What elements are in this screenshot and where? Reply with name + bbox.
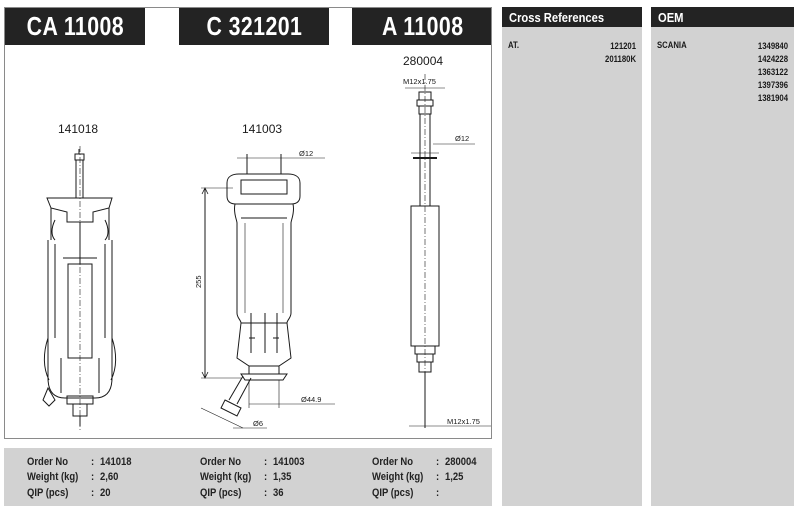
technical-drawings — [5, 8, 492, 439]
cross-references-panel — [502, 7, 642, 506]
cross-reference-code: 121201 — [610, 41, 636, 51]
drawing-shock-absorber — [403, 74, 492, 428]
separator: : — [264, 471, 268, 484]
cross-reference-brand: AT. — [508, 40, 520, 50]
spec-row-order — [200, 454, 333, 470]
weight-label: Weight (kg) — [200, 471, 252, 484]
separator: : — [436, 455, 440, 468]
order-value: 141003 — [273, 455, 305, 468]
oem-panel — [651, 7, 794, 506]
spec-column-1 — [27, 454, 160, 501]
spec-row-qip — [27, 485, 160, 501]
cross-references-body — [502, 27, 642, 64]
spec-column-2 — [200, 454, 333, 501]
spec-row-weight — [372, 470, 505, 486]
spec-bar — [4, 448, 492, 506]
drawing-air-spring-absorber — [43, 146, 116, 432]
spec-row-qip — [200, 485, 333, 501]
separator: : — [91, 455, 95, 468]
product-code-3: A 11008 — [381, 11, 464, 41]
qip-value: 20 — [100, 486, 111, 499]
oem-codes — [753, 40, 788, 105]
oem-code: 1397396 — [757, 80, 788, 90]
part-number-middle: 141003 — [242, 122, 283, 136]
part-number-left: 141018 — [58, 122, 99, 136]
weight-value: 1,35 — [273, 471, 292, 484]
order-label: Order No — [200, 455, 242, 468]
middle-small-dim: Ø6 — [253, 419, 264, 428]
separator: : — [91, 486, 95, 499]
weight-value: 2,60 — [100, 471, 119, 484]
order-label: Order No — [27, 455, 69, 468]
spec-row-order — [27, 454, 160, 470]
product-code-2: C 321201 — [206, 11, 302, 41]
qip-label: QIP (pcs) — [372, 486, 414, 499]
separator: : — [264, 455, 268, 468]
cross-reference-code: 201180K — [604, 54, 636, 64]
oem-code: 1349840 — [757, 41, 788, 51]
right-diameter-dim: Ø12 — [455, 134, 470, 143]
cross-references-title: Cross References — [509, 9, 605, 25]
product-code-1: CA 11008 — [26, 11, 124, 41]
separator: : — [91, 471, 95, 484]
qip-label: QIP (pcs) — [27, 486, 69, 499]
middle-top-dim: Ø12 — [299, 149, 314, 158]
qip-value: 36 — [273, 486, 284, 499]
spec-row-weight — [200, 470, 333, 486]
order-value: 141018 — [100, 455, 132, 468]
order-value: 280004 — [445, 455, 477, 468]
drawing-air-bellow — [194, 149, 335, 428]
spec-column-3 — [372, 454, 505, 501]
oem-title: OEM — [658, 9, 684, 25]
separator: : — [436, 471, 440, 484]
middle-bottom-dim: Ø44.9 — [301, 395, 322, 404]
cross-reference-codes — [600, 40, 636, 66]
weight-label: Weight (kg) — [27, 471, 79, 484]
part-number-right: 280004 — [403, 54, 444, 68]
oem-code: 1424228 — [757, 54, 788, 64]
oem-code: 1363122 — [757, 67, 788, 77]
oem-header — [651, 7, 794, 27]
qip-label: QIP (pcs) — [200, 486, 242, 499]
order-label: Order No — [372, 455, 414, 468]
spec-row-qip — [372, 485, 505, 501]
cross-references-header — [502, 7, 642, 27]
right-top-thread-dim: M12x1.75 — [403, 77, 436, 86]
right-bottom-thread-dim: M12x1.75 — [447, 417, 480, 426]
oem-code: 1381904 — [757, 93, 788, 103]
weight-label: Weight (kg) — [372, 471, 424, 484]
separator: : — [436, 486, 440, 499]
oem-brand: SCANIA — [657, 40, 687, 50]
weight-value: 1,25 — [445, 471, 464, 484]
oem-body — [651, 27, 794, 103]
spec-row-order — [372, 454, 505, 470]
separator: : — [264, 486, 268, 499]
spec-row-weight — [27, 470, 160, 486]
drawing-panel — [4, 7, 492, 439]
middle-height-dim: 255 — [194, 275, 203, 288]
